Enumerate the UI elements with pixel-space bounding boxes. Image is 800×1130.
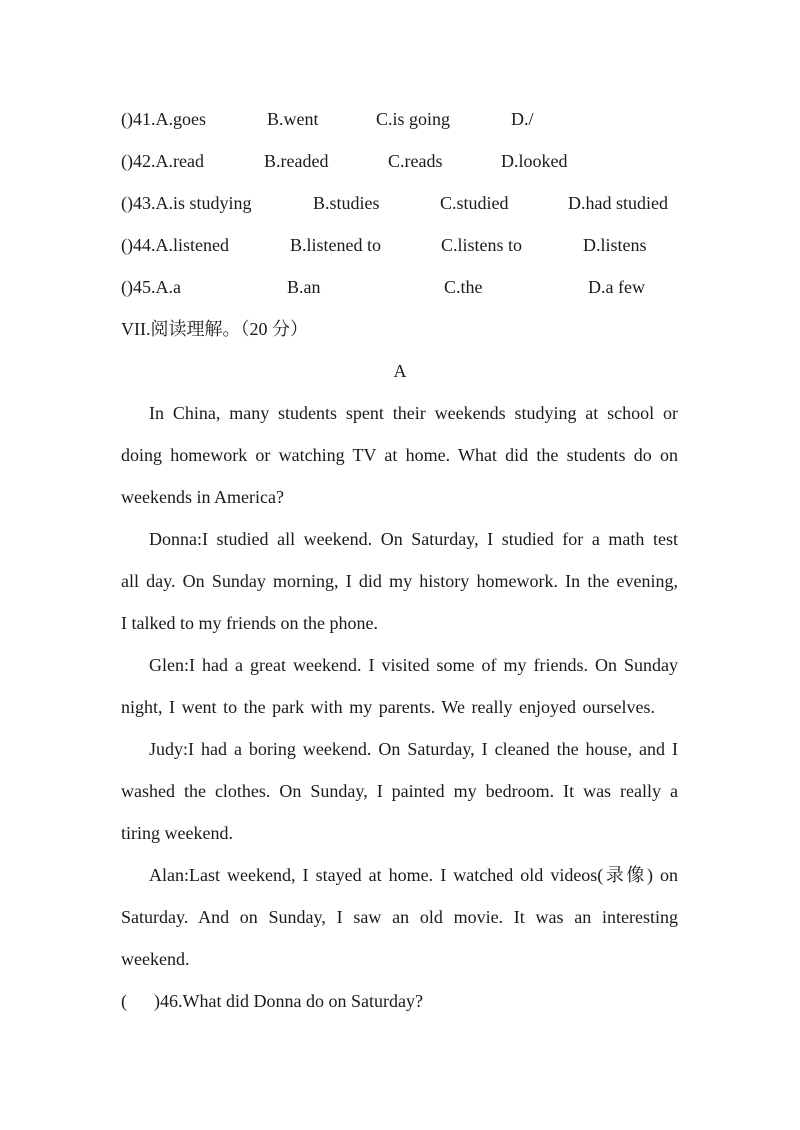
option-d: D./	[511, 109, 534, 129]
passage-line: night, I went to the park with my parents. We really enjoyed ourselves.	[121, 697, 655, 717]
section-heading: VII.阅读理解。（20 分）	[121, 319, 308, 339]
option-b: B.went	[267, 109, 319, 129]
passage-line: In China, many students spent their weekends studying at school or	[149, 403, 678, 423]
passage-line: Saturday. And on Sunday, I saw an old movie. It was an interesting	[121, 907, 678, 927]
passage-line: weekend.	[121, 949, 190, 969]
option-c: C.studied	[440, 193, 509, 213]
option-c: C.reads	[388, 151, 443, 171]
passage-line: Alan:Last weekend, I stayed at home. I watched old videos(录像) on	[149, 865, 678, 885]
option-d: D.listens	[583, 235, 647, 255]
option-row-43	[121, 191, 721, 215]
option-b: B.studies	[313, 193, 380, 213]
passage-line: Donna:I studied all weekend. On Saturday, I studied for a math test	[149, 529, 678, 549]
option-b: B.listened to	[290, 235, 381, 255]
option-row-42	[121, 149, 721, 173]
option-row-41	[121, 107, 721, 131]
option-b: B.readed	[264, 151, 329, 171]
option-a: ()45.A.a	[121, 277, 181, 297]
question-46: ( )46.What did Donna do on Saturday?	[121, 991, 423, 1011]
passage-line: all day. On Sunday morning, I did my history homework. In the evening,	[121, 571, 678, 591]
passage-line: tiring weekend.	[121, 823, 233, 843]
option-c: C.the	[444, 277, 483, 297]
option-a: ()41.A.goes	[121, 109, 206, 129]
option-d: D.had studied	[568, 193, 668, 213]
option-row-44	[121, 233, 721, 257]
passage-line: washed the clothes. On Sunday, I painted my bedroom. It was really a	[121, 781, 678, 801]
passage-line: Glen:I had a great weekend. I visited some of my friends. On Sunday	[149, 655, 678, 675]
option-d: D.a few	[588, 277, 645, 297]
passage-label: A	[393, 361, 407, 381]
option-b: B.an	[287, 277, 321, 297]
option-row-45	[121, 275, 721, 299]
option-a: ()43.A.is studying	[121, 193, 252, 213]
passage-line: doing homework or watching TV at home. What did the students do on	[121, 445, 678, 465]
option-a: ()42.A.read	[121, 151, 204, 171]
passage-line: Judy:I had a boring weekend. On Saturday, I cleaned the house, and I	[149, 739, 678, 759]
option-d: D.looked	[501, 151, 568, 171]
option-c: C.listens to	[441, 235, 523, 255]
option-c: C.is going	[376, 109, 451, 129]
option-a: ()44.A.listened	[121, 235, 229, 255]
passage-line: weekends in America?	[121, 487, 284, 507]
passage-line: I talked to my friends on the phone.	[121, 613, 378, 633]
